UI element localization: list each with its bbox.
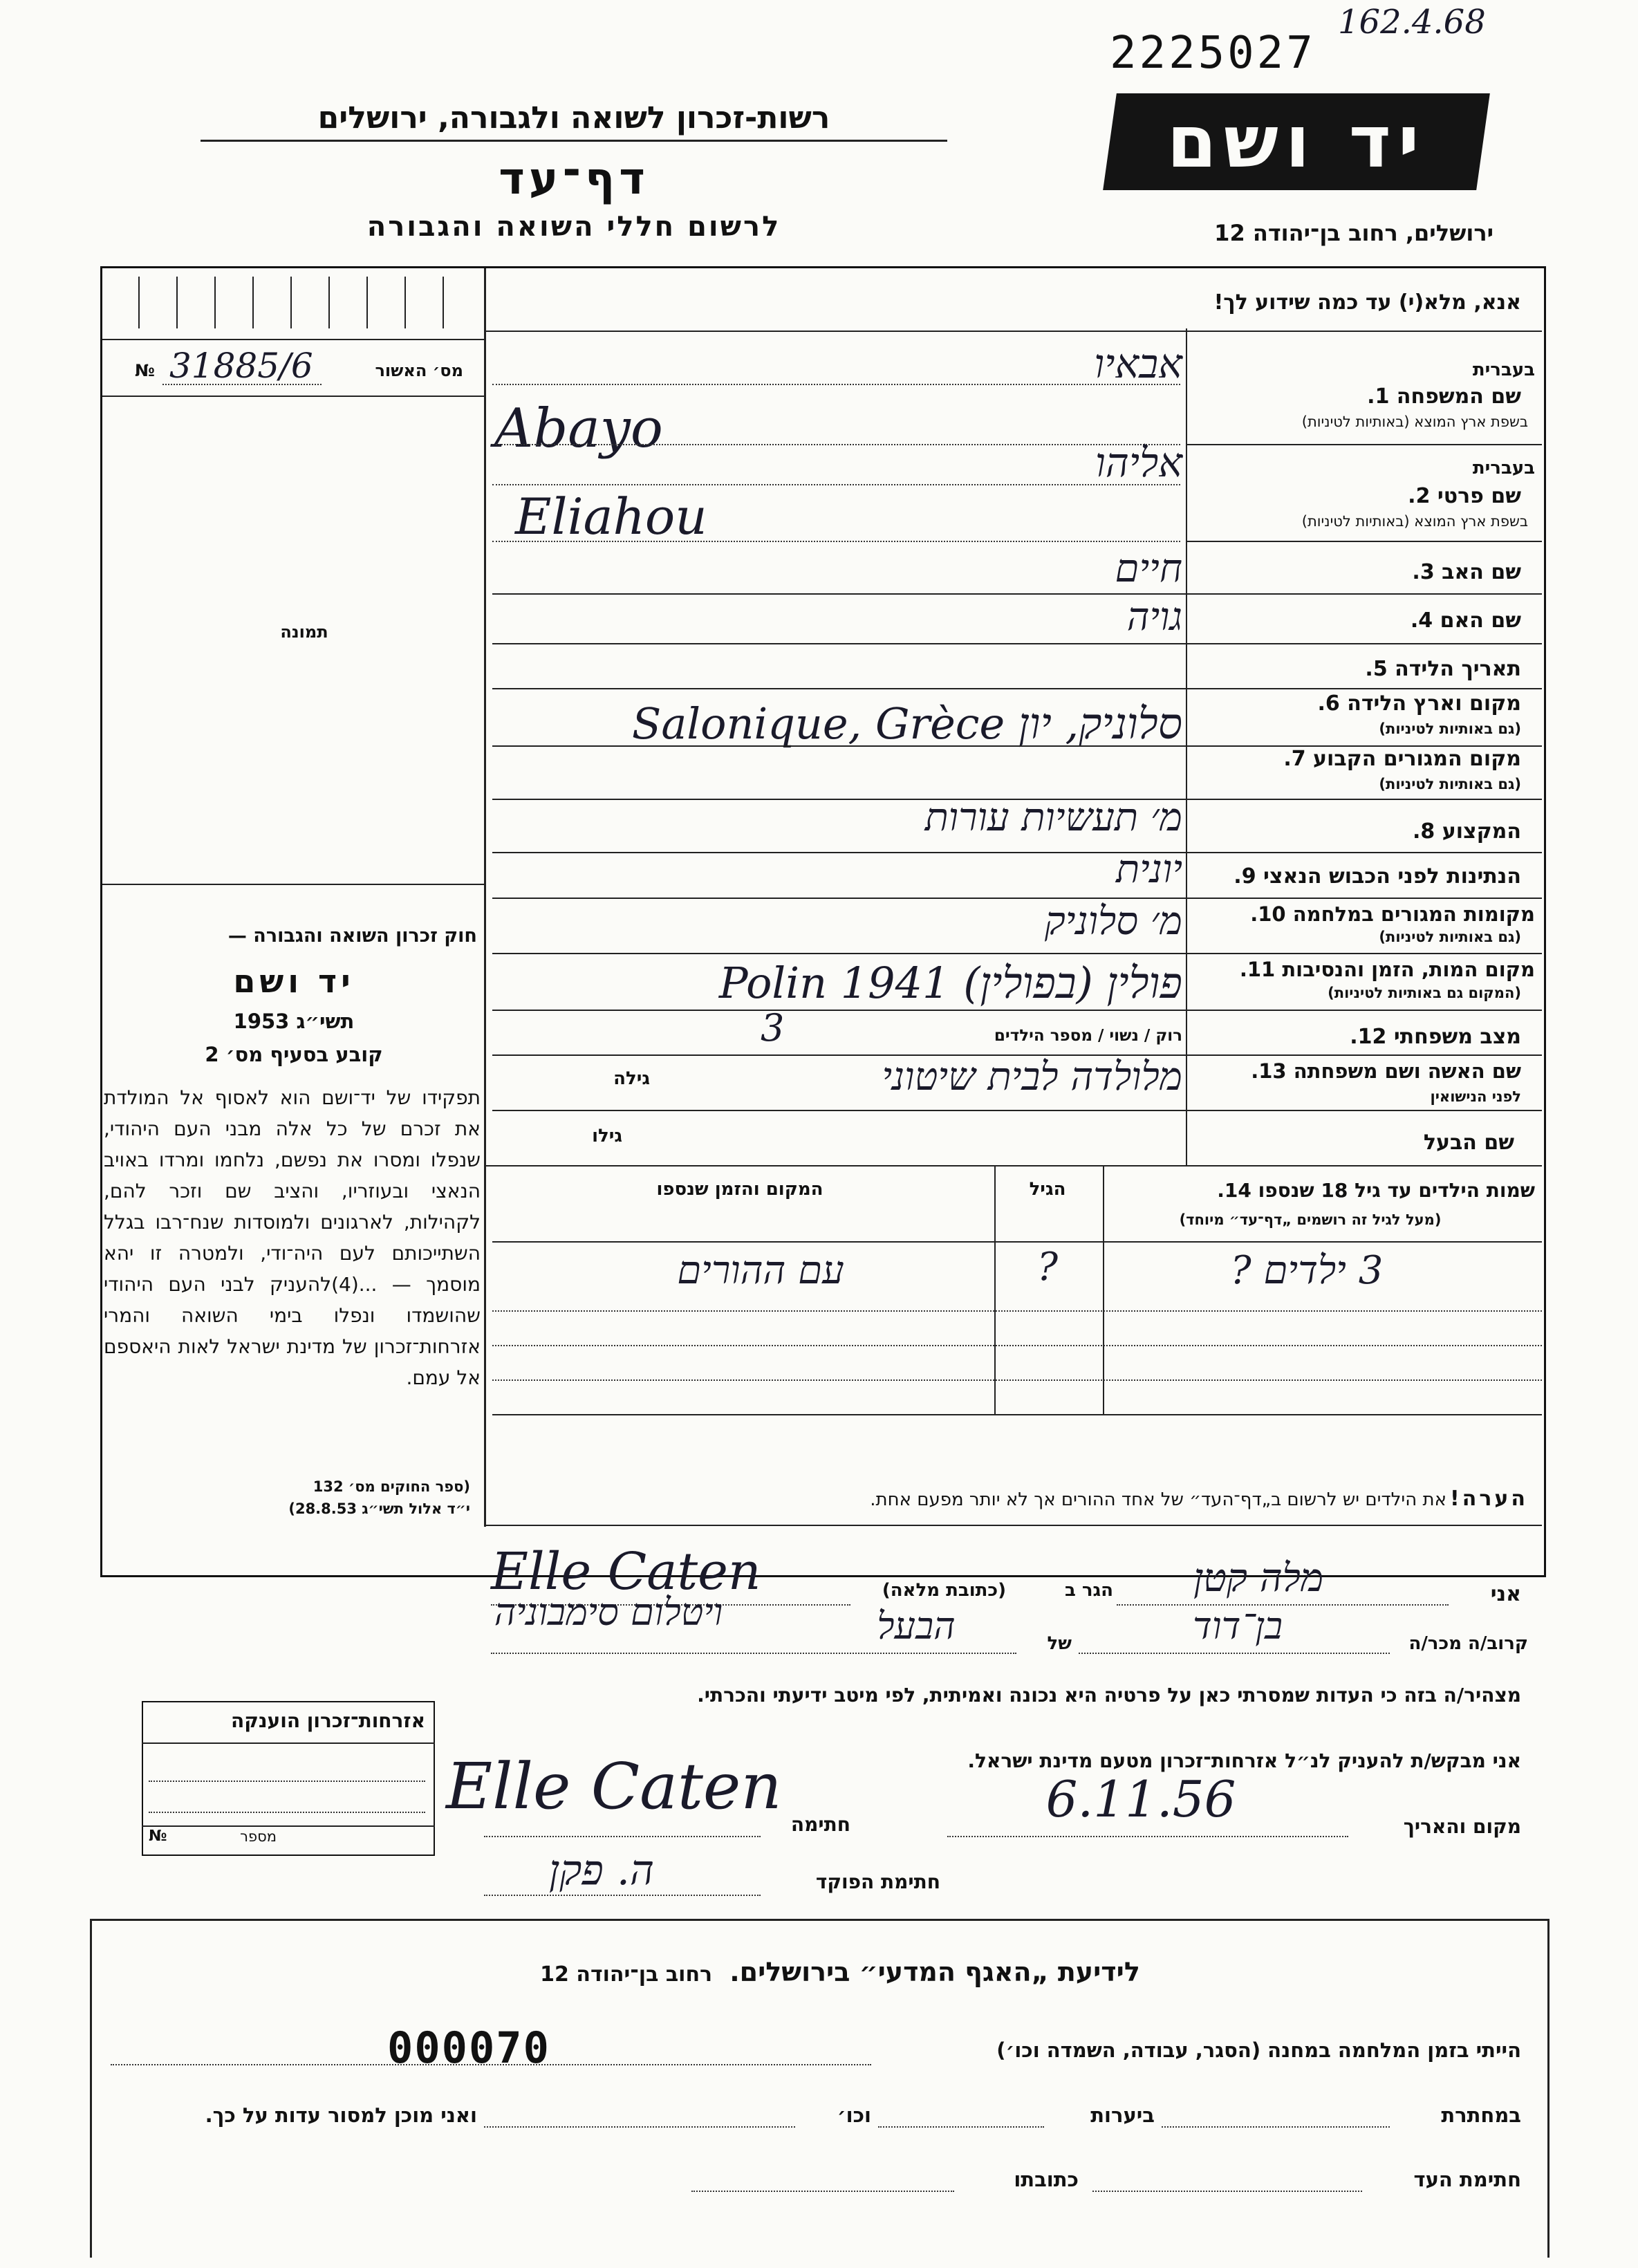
field-13-age-label: גילה (613, 1068, 650, 1089)
children-header (1106, 1179, 1535, 1202)
decl-address-value[interactable]: Elle Caten (491, 1542, 761, 1601)
decl-officer-label: חתימת הפוקד (815, 1870, 940, 1893)
footer-right-rule (1547, 1919, 1549, 2258)
field-9-label-text: הנתינות לפני הכבוש הנאצי (1263, 864, 1521, 889)
field-4-rule (492, 643, 1542, 644)
citizenship-title: אזרחות־זכרון הוענקה (231, 1709, 425, 1732)
decl-request: אני מבקש/ת להעניק לנ״ל אזרחות־זכרון מטעם מדינת ישראל. (967, 1749, 1521, 1772)
husband-label: שם הבעל (1423, 1131, 1514, 1155)
decl-of-value-2[interactable]: ויטלום סימבוניה (494, 1590, 723, 1634)
field-11-label (1189, 958, 1535, 981)
field-6-label-text: מקום וארץ הלידה (1347, 691, 1521, 716)
field-11-label-text: מקום המות, הזמן והנסיבות (1282, 958, 1535, 981)
field-6-num: 6. (1317, 691, 1340, 716)
field-9-num: 9. (1234, 864, 1256, 889)
field-3-label (1189, 560, 1521, 584)
field-10-label (1189, 902, 1535, 926)
children-note: (מעל לגיל זה רושמים „דף־עד״ מיוחד) (1179, 1211, 1442, 1228)
children-row-1-place[interactable]: עם ההורים (677, 1248, 844, 1293)
children-row-1-name[interactable]: 3 ילדים ? (1230, 1248, 1384, 1293)
field-12-children-count[interactable]: 3 (761, 1006, 785, 1050)
field-13-value[interactable]: מלולדה לבית שיטוני (882, 1054, 1182, 1099)
photo-label: תמונה (280, 622, 328, 642)
field-13-note: לפני הנישואין (1430, 1088, 1521, 1105)
field-13-rule (492, 1110, 1542, 1111)
husband-rule (484, 1165, 1542, 1166)
footer-underground-line (1162, 2126, 1390, 2128)
law-org: יד ושם (233, 963, 355, 1000)
decl-relation-label: קרוב/ה מכר/ה (1408, 1633, 1528, 1654)
citizenship-number-label: מספר (240, 1828, 277, 1845)
field-5-label (1189, 657, 1521, 681)
org-name: רשות-זכרון לשואה ולגבורה, ירושלים (317, 100, 830, 136)
footer-address-line (691, 2191, 954, 2192)
children-row-1-age[interactable]: ? (1036, 1245, 1059, 1290)
field-1-he-line (492, 384, 1180, 385)
field-8-label-text: המקצוע (1442, 819, 1521, 844)
field-7-label-text: מקום המגורים הקבוע (1313, 747, 1521, 771)
form-title: דף־עד (499, 154, 649, 205)
decl-i-label: אני (1490, 1582, 1521, 1606)
decl-address-label: (כתובת מלאה) (882, 1580, 1006, 1601)
law-ref-1: (ספר החוקים מס׳ 132 (313, 1478, 470, 1495)
footer-witness-sig-line (1092, 2191, 1362, 2192)
field-8-label (1189, 819, 1521, 844)
citizenship-line-2 (149, 1812, 425, 1813)
note-label: הערה! (1450, 1487, 1528, 1511)
field-1-label-text: שם המשפחה (1396, 384, 1521, 409)
field-10-num: 10. (1250, 902, 1286, 926)
decl-statement: מצהיר/ה בזה כי העדות שמסרתי כאן על פרטיה היא נכונה ואמיתית, לפי מיטב ידיעתי והכרתי. (697, 1684, 1521, 1707)
yad-vashem-logo (1103, 93, 1490, 190)
children-col-place: המקום והזמן שנספו (656, 1179, 823, 1200)
field-3-value[interactable]: חיים (1115, 546, 1182, 591)
footer-camp-line: הייתי בזמן המלחמה במחנה (הסגר, עבודה, השמדה וכו׳) (996, 2038, 1521, 2062)
field-11-num: 11. (1239, 958, 1276, 981)
field-10-label-text: מקומות המגורים במלחמה (1292, 902, 1535, 926)
field-2-label-text: שם פרטי (1437, 484, 1521, 508)
field-2-value-he[interactable]: אליהו (1095, 439, 1182, 486)
field-5-num: 5. (1365, 657, 1388, 681)
logo-text: יד ושם (1166, 100, 1426, 184)
footer-etc-label: וכו׳ (837, 2103, 871, 2127)
field-8-value[interactable]: מ׳ תעשיות עורות (924, 795, 1182, 840)
field-2-he-line (492, 484, 1180, 485)
law-clause: קובע בסעיף מס׳ 2 (205, 1043, 383, 1066)
decl-place-date-line (947, 1836, 1348, 1837)
law-title: חוק זכרון השואה והגבורה — (227, 925, 477, 947)
field-13-num: 13. (1251, 1059, 1287, 1083)
field-4-label (1189, 608, 1521, 633)
field-1-rule (1186, 444, 1542, 445)
field-12-label (1189, 1025, 1521, 1049)
approval-label: מס׳ האשור (375, 361, 463, 380)
field-1-label (1189, 384, 1521, 409)
field-1-lang-he: בעברית (1472, 360, 1535, 380)
footer-ready-label: ואני מוכן למסור עדות על כך. (205, 2103, 477, 2127)
children-label: שמות הילדים עד גיל 18 שנספו (1258, 1179, 1535, 1202)
field-4-label-text: שם האם (1440, 608, 1521, 633)
note-row (491, 1487, 1528, 1511)
field-1-num: 1. (1367, 384, 1390, 409)
decl-officer-value[interactable]: ה. פקן (548, 1846, 655, 1895)
field-6-note: (גם באותיות לטיניות) (1379, 721, 1521, 737)
field-2-rule (1186, 541, 1542, 542)
children-col-age-right (1103, 1165, 1104, 1414)
citizenship-title-rule (142, 1742, 435, 1744)
approval-bottom-rule (102, 396, 484, 397)
field-5-rule (492, 688, 1542, 689)
decl-relation-line (1079, 1653, 1390, 1654)
decl-signature-value[interactable]: Elle Caten (446, 1749, 782, 1823)
decl-resides-label: הגר ב (1064, 1580, 1113, 1601)
intro-text: אנא, מלא(י) עד כמה שידוע לך! (1213, 290, 1521, 315)
field-11-rule (492, 1010, 1542, 1011)
footer-etc-line (484, 2126, 795, 2128)
note-bottom-rule (484, 1525, 1542, 1526)
citizenship-no-sign: № (149, 1828, 167, 1845)
field-11-value[interactable]: פולין (בפולין) Polin 1941 (718, 958, 1182, 1008)
field-13-label (1189, 1059, 1521, 1083)
decl-officer-line (484, 1895, 761, 1896)
field-7-note: (גם באותיות לטיניות) (1379, 776, 1521, 792)
decl-i-value[interactable]: מלה קטן (1193, 1556, 1324, 1601)
footer-camp-dotline (111, 2064, 871, 2065)
law-year: תשי״ג 1953 (233, 1010, 355, 1033)
children-line-2 (492, 1345, 1542, 1346)
field-2-lang-he: בעברית (1472, 458, 1535, 478)
field-1-value-latin[interactable]: Abayo (494, 398, 663, 460)
footer-stamp-number: 000070 (387, 2023, 550, 2073)
field-8-num: 8. (1412, 819, 1435, 844)
field-3-num: 3. (1412, 560, 1435, 584)
field-10-value[interactable]: מ׳ סלוניק (1044, 899, 1182, 944)
field-9-label (1189, 864, 1521, 889)
children-line-3 (492, 1379, 1542, 1381)
decl-relation-value[interactable]: בן־דוד (1192, 1604, 1283, 1648)
footer-title: לידיעת „האגף המדעי״ בירושלים. (729, 1957, 1140, 1987)
children-col-age: הגיל (1029, 1179, 1066, 1200)
field-2-lang-note: בשפת ארץ המוצא (באותיות לטיניות) (1301, 513, 1528, 530)
decl-of-value[interactable]: הבעל (877, 1604, 956, 1648)
citizenship-number-rule (142, 1825, 435, 1827)
intro-divider (484, 331, 1542, 332)
photo-bottom-rule (102, 884, 484, 885)
decl-place-date-label: מקום והאריך (1403, 1815, 1521, 1838)
field-4-num: 4. (1410, 608, 1433, 633)
husband-age-label: גילו (592, 1126, 622, 1146)
approval-top-rule (102, 339, 484, 340)
law-ref-2: י״ד אלול תשי״ג 28.8.53) (288, 1500, 470, 1517)
approval-no-sign: № (135, 361, 155, 380)
footer-underground-label: במחתרת (1441, 2103, 1521, 2127)
field-2-value-latin[interactable]: Eliahou (515, 487, 707, 546)
field-6-label (1189, 691, 1521, 716)
children-line-1 (492, 1310, 1542, 1312)
approval-boxes (138, 277, 470, 328)
decl-of-label: של (1047, 1633, 1072, 1654)
footer-address: רחוב בן־יהודה 12 (540, 1962, 713, 1987)
field-5-label-text: תאריך הלידה (1395, 657, 1521, 681)
law-body: תפקידו של יד־ושם הוא לאסוף אל המולדת את זכרם של כל אלה מבני העם היהודי, שנפלו ומסרו את נפשם, נלחמו ומרדו באויב הנאצי ובעוזריו, והציב שם וזכר להם, לקהילות, לארגונים ולמוסדות שנח־רבו בגלל השתייכותם לעם היה־ודי, ולמטרה זו יהא מוסמך — ...(4)להעניק לבני העם היהודי שהושמדו ונפלו בימי השואה והמרי אזרחות־זכרון של מדינת ישראל לאות היאספם אל עמם. (104, 1086, 481, 1389)
children-bottom-rule (492, 1414, 1542, 1415)
footer-witness-sig-label: חתימת העד (1413, 2168, 1521, 2191)
field-2-label (1189, 484, 1521, 508)
corner-annotation: 162.4.68 (1338, 3, 1486, 41)
footer-forests-label: ביערות (1090, 2103, 1155, 2127)
address: ירושלים, רחוב בן־יהודה 12 (1214, 220, 1493, 246)
decl-signature-line (484, 1836, 761, 1837)
approval-dotline (162, 384, 322, 385)
form-subtitle: לרשום חללי השואה והגבורה (366, 211, 781, 243)
footer-left-rule (90, 1919, 92, 2258)
children-col-age-left (994, 1165, 996, 1414)
decl-of-line (491, 1653, 1016, 1654)
field-2-num: 2. (1408, 484, 1431, 508)
field-6-value[interactable]: סלוניק, יון Salonique, Grèce (631, 698, 1182, 749)
field-9-value[interactable]: יונית (1115, 847, 1182, 892)
field-7-num: 7. (1283, 747, 1306, 771)
field-7-label (1189, 747, 1521, 771)
field-12-num: 12. (1350, 1025, 1387, 1049)
children-num: 14. (1217, 1179, 1251, 1202)
field-10-note: (גם באותיות לטיניות) (1379, 929, 1521, 945)
field-13-label-text: שם האשה ושם משפחתה (1293, 1059, 1521, 1083)
field-12-status-options: רוק / נשוי / מספר הילדים (994, 1027, 1182, 1045)
approval-number: 31885/6 (169, 346, 313, 386)
footer-heading (415, 1957, 1265, 1987)
field-10-rule (492, 953, 1542, 954)
decl-place-date-value[interactable]: 6.11.56 (1045, 1770, 1236, 1828)
field-1-lang-note: בשפת ארץ המוצא (באותיות לטיניות) (1301, 413, 1528, 430)
label-column-divider (1186, 328, 1187, 1165)
left-column-divider (484, 268, 486, 1527)
field-2-latin-line (492, 541, 1180, 542)
note-text: את הילדים יש לרשום ב„דף־העד״ של אחד ההורים אך לא יותר מפעם אחת. (870, 1489, 1446, 1510)
footer-address-label: כתובתו (1014, 2168, 1079, 2191)
registration-number: 2225027 (1110, 28, 1316, 79)
footer-forests-line (878, 2126, 1044, 2128)
field-12-label-text: מצב משפחתי (1393, 1025, 1521, 1049)
field-4-value[interactable]: גויה (1126, 595, 1182, 640)
field-3-label-text: שם האב (1442, 560, 1521, 584)
citizenship-line-1 (149, 1781, 425, 1782)
footer-top-rule (90, 1919, 1549, 1921)
decl-signature-label: חתימה (790, 1813, 850, 1836)
field-1-value-he[interactable]: אבאיו (1094, 340, 1182, 387)
children-header-rule (492, 1241, 1542, 1243)
org-underline (201, 140, 947, 142)
field-11-note: (המקום גם באותיות לטיניות) (1328, 985, 1521, 1001)
